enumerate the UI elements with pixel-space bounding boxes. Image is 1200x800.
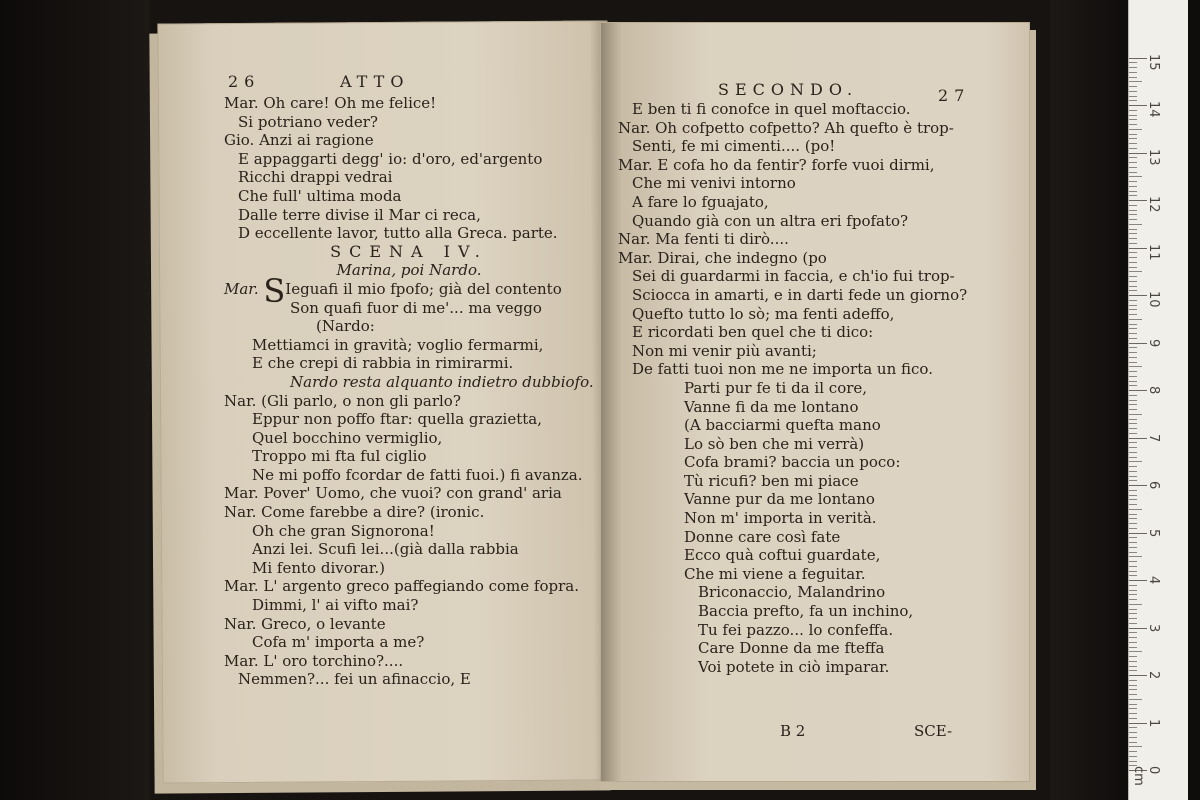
- ruler-subtick: [1129, 72, 1137, 73]
- ruler-tick: [1129, 343, 1147, 344]
- ruler-subtick: [1129, 518, 1137, 519]
- background-right: [1050, 0, 1130, 800]
- ruler-subtick: [1129, 699, 1142, 700]
- left-text-line: Mar. Oh care! Oh me felice!: [224, 94, 437, 112]
- ruler-subtick: [1129, 613, 1137, 614]
- ruler-subtick: [1129, 162, 1137, 163]
- ruler-subtick: [1129, 647, 1137, 648]
- ruler-subtick: [1129, 609, 1137, 610]
- ruler-tick: [1129, 628, 1147, 629]
- left-text-line: Nar. (Gli parlo, o non gli parlo?: [224, 391, 461, 410]
- ruler-subtick: [1129, 471, 1137, 472]
- right-text-line: Care Donne da me fteffa: [698, 639, 885, 658]
- ruler-subtick: [1129, 414, 1142, 415]
- ruler-subtick: [1129, 556, 1142, 557]
- ruler-subtick: [1129, 243, 1137, 244]
- left-text-line: Nar. Come farebbe a dire? (ironic.: [224, 503, 485, 522]
- background-left: [0, 0, 150, 800]
- left-text-line: (Nardo:: [316, 317, 375, 336]
- ruler-subtick: [1129, 385, 1137, 386]
- ruler-tick: [1129, 248, 1147, 249]
- ruler-subtick: [1129, 324, 1137, 325]
- ruler-subtick: [1129, 100, 1137, 101]
- right-text-line: Sei di guardarmi in faccia, e ch'io fui trop-: [632, 267, 955, 286]
- right-text-line: Voi potete in ciò imparar.: [698, 657, 890, 676]
- right-text-line: Briconaccio, Malandrino: [698, 583, 886, 602]
- ruler-subtick: [1129, 732, 1137, 733]
- ruler-label: 7: [1146, 433, 1161, 442]
- ruler-subtick: [1129, 195, 1137, 196]
- ruler-subtick: [1129, 761, 1137, 762]
- ruler-subtick: [1129, 267, 1137, 268]
- ruler-subtick: [1129, 381, 1137, 382]
- left-text-line: Mettiamci in gravità; voglio fermarmi,: [252, 335, 544, 354]
- left-text-line: SCENA IV.: [330, 241, 488, 261]
- left-text-line: Eppur non poffo ftar: quella grazietta,: [252, 410, 542, 429]
- ruler-subtick: [1129, 271, 1142, 272]
- ruler-subtick: [1129, 134, 1137, 135]
- ruler-label: 13: [1146, 148, 1161, 166]
- right-text-line: Che mi viene a feguitar.: [684, 564, 866, 583]
- ruler-subtick: [1129, 357, 1137, 358]
- ruler-subtick: [1129, 632, 1137, 633]
- ruler-subtick: [1129, 499, 1137, 500]
- right-text-line: Vanne fi da me lontano: [684, 397, 859, 416]
- ruler-label: 10: [1146, 291, 1161, 308]
- left-text-line: Dalle terre divise il Mar ci reca,: [238, 205, 481, 224]
- ruler-subtick: [1129, 167, 1137, 168]
- left-page-text: [224, 94, 594, 689]
- ruler-subtick: [1129, 172, 1137, 173]
- dropcap-speaker: Mar.: [224, 279, 259, 298]
- ruler-subtick: [1129, 566, 1137, 567]
- left-text-line: Nardo resta alquanto indietro dubbiofo.: [290, 372, 594, 391]
- ruler-subtick: [1129, 138, 1137, 139]
- left-text-line: E che crepi di rabbia in rimirarmi.: [252, 354, 514, 373]
- dropcap-letter: S: [263, 271, 286, 310]
- ruler-subtick: [1129, 599, 1137, 600]
- right-text-line: Nar. Oh cofpetto cofpetto? Ah quefto è trop-: [618, 118, 954, 137]
- ruler-subtick: [1129, 585, 1137, 586]
- ruler-subtick: [1129, 86, 1137, 87]
- ruler-subtick: [1129, 252, 1137, 253]
- right-text-line: Mar. Dirai, che indegno (po: [618, 248, 827, 267]
- right-text-line: Tù ricufi? ben mi piace: [684, 471, 859, 490]
- ruler-tick: [1129, 200, 1147, 201]
- ruler-label: 9: [1146, 338, 1161, 347]
- ruler-subtick: [1129, 262, 1137, 263]
- right-text-line: E ricordati ben quel che ti dico:: [632, 323, 874, 342]
- ruler-label: 11: [1146, 243, 1161, 261]
- left-text-line: Quel bocchino vermiglio,: [252, 428, 443, 447]
- right-page-text: [618, 100, 967, 676]
- ruler-subtick: [1129, 181, 1137, 182]
- ruler-subtick: [1129, 419, 1137, 420]
- ruler-tick: [1129, 58, 1147, 59]
- left-text-line: Mar. Pover' Uomo, che vuoi? con grand' aria: [224, 484, 562, 503]
- ruler-label: 5: [1146, 528, 1161, 537]
- left-text-line: Ne mi poffo fcordar de fatti fuoi.) fi avanza.: [252, 465, 583, 484]
- ruler-tick: [1129, 533, 1147, 534]
- ruler-subtick: [1129, 670, 1137, 671]
- ruler-subtick: [1129, 718, 1137, 719]
- ruler-subtick: [1129, 281, 1137, 282]
- ruler-subtick: [1129, 176, 1142, 177]
- ruler-subtick: [1129, 604, 1142, 605]
- left-text-top: [224, 94, 594, 280]
- ruler-subtick: [1129, 62, 1137, 63]
- ruler-tick: [1129, 485, 1147, 486]
- ruler-subtick: [1129, 680, 1137, 681]
- ruler-tick: [1129, 295, 1147, 296]
- right-text-line: Che mi venivi intorno: [632, 174, 796, 193]
- ruler-subtick: [1129, 119, 1137, 120]
- ruler-subtick: [1129, 328, 1137, 329]
- ruler-subtick: [1129, 229, 1137, 230]
- ruler-subtick: [1129, 219, 1137, 220]
- ruler-edge: [1188, 0, 1200, 800]
- ruler-subtick: [1129, 395, 1137, 396]
- ruler-subtick: [1129, 575, 1137, 576]
- ruler-subtick: [1129, 115, 1137, 116]
- ruler-subtick: [1129, 452, 1137, 453]
- left-text-line: Cofa m' importa a me?: [252, 633, 425, 652]
- ruler-subtick: [1129, 371, 1137, 372]
- ruler-label: 1: [1146, 718, 1161, 727]
- right-text-line: A fare lo fguajato,: [632, 192, 769, 211]
- ruler-subtick: [1129, 689, 1137, 690]
- ruler-subtick: [1129, 300, 1137, 301]
- ruler-subtick: [1129, 400, 1137, 401]
- ruler-subtick: [1129, 276, 1137, 277]
- ruler-tick: [1129, 723, 1147, 724]
- ruler-subtick: [1129, 77, 1137, 78]
- ruler-subtick: [1129, 590, 1137, 591]
- right-text-line: Parti pur fe ti da il core,: [684, 378, 868, 397]
- ruler-subtick: [1129, 523, 1137, 524]
- ruler-subtick: [1129, 495, 1137, 496]
- left-text-line: Si potriano veder?: [238, 112, 378, 131]
- ruler-subtick: [1129, 542, 1137, 543]
- ruler-subtick: [1129, 305, 1137, 306]
- ruler-subtick: [1129, 509, 1142, 510]
- ruler-subtick: [1129, 124, 1137, 125]
- ruler-subtick: [1129, 552, 1137, 553]
- ruler-tick: [1129, 580, 1147, 581]
- ruler-subtick: [1129, 366, 1142, 367]
- right-text-line: Sciocca in amarti, e in darti fede un giorno?: [632, 285, 968, 304]
- ruler-subtick: [1129, 423, 1137, 424]
- ruler-subtick: [1129, 352, 1137, 353]
- ruler-subtick: [1129, 561, 1137, 562]
- left-text-line: Gio. Anzi ai ragione: [224, 131, 374, 150]
- ruler-subtick: [1129, 257, 1137, 258]
- ruler-label: 15: [1146, 53, 1161, 71]
- ruler-label: 2: [1146, 671, 1161, 680]
- left-text-line: Dimmi, l' ai vifto mai?: [252, 596, 419, 615]
- left-text-line: Mi fento divorar.): [252, 558, 386, 577]
- ruler-subtick: [1129, 362, 1137, 363]
- ruler-subtick: [1129, 571, 1137, 572]
- ruler-subtick: [1129, 409, 1137, 410]
- ruler-subtick: [1129, 309, 1137, 310]
- ruler-subtick: [1129, 205, 1137, 206]
- ruler-subtick: [1129, 642, 1137, 643]
- ruler-subtick: [1129, 480, 1137, 481]
- right-text-line: Nar. Ma fenti ti dirò....: [618, 230, 789, 249]
- ruler-subtick: [1129, 528, 1137, 529]
- left-running-head: ATTO: [340, 72, 410, 91]
- ruler-subtick: [1129, 746, 1142, 747]
- ruler-subtick: [1129, 143, 1137, 144]
- ruler-subtick: [1129, 685, 1137, 686]
- ruler-subtick: [1129, 594, 1137, 595]
- right-running-head: SECONDO.: [718, 80, 859, 99]
- ruler-label: 6: [1146, 481, 1161, 490]
- ruler-subtick: [1129, 623, 1137, 624]
- ruler-subtick: [1129, 704, 1137, 705]
- measurement-ruler: [1128, 0, 1189, 800]
- ruler-subtick: [1129, 214, 1137, 215]
- ruler-subtick: [1129, 338, 1137, 339]
- ruler-subtick: [1129, 504, 1137, 505]
- left-text-line: Troppo mi fta ful ciglio: [252, 447, 427, 466]
- ruler-subtick: [1129, 637, 1137, 638]
- left-text-line: D eccellente lavor, tutto alla Greca. parte.: [238, 224, 558, 243]
- right-text-line: Quefto tutto lo sò; ma fenti adeffo,: [632, 304, 895, 323]
- ruler-subtick: [1129, 447, 1137, 448]
- left-text-line: Ricchi drappi vedrai: [238, 168, 393, 187]
- ruler-subtick: [1129, 461, 1142, 462]
- ruler-subtick: [1129, 656, 1137, 657]
- left-text-bottom: [224, 317, 594, 689]
- ruler-subtick: [1129, 210, 1137, 211]
- left-text-line: Nemmen?... fei un afinaccio, E: [238, 670, 471, 689]
- ruler-subtick: [1129, 618, 1137, 619]
- ruler-subtick: [1129, 96, 1137, 97]
- right-text-line: Mar. E cofa ho da fentir? forfe vuoi dirmi,: [618, 155, 935, 174]
- ruler-subtick: [1129, 233, 1137, 234]
- left-text-line: E appaggarti degg' io: d'oro, ed'argento: [238, 149, 543, 168]
- ruler-subtick: [1129, 442, 1137, 443]
- ruler-label: 14: [1146, 101, 1161, 118]
- right-text-line: Lo sò ben che mi verrà): [684, 434, 865, 453]
- right-text-line: (A bacciarmi quefta mano: [684, 416, 881, 435]
- ruler-subtick: [1129, 433, 1137, 434]
- ruler-subtick: [1129, 376, 1137, 377]
- ruler-tick: [1129, 675, 1147, 676]
- ruler-label: 12: [1146, 196, 1161, 213]
- right-text-line: Quando già con un altra eri fpofato?: [632, 211, 909, 230]
- ruler-label: 0 cm: [1131, 766, 1161, 786]
- left-text-line: Che full' ultima moda: [238, 186, 402, 205]
- ruler-subtick: [1129, 290, 1137, 291]
- left-text-line: Oh che gran Signorona!: [252, 521, 435, 540]
- ruler-subtick: [1129, 110, 1137, 111]
- ruler-tick: [1129, 153, 1147, 154]
- ruler-subtick: [1129, 490, 1137, 491]
- ruler-subtick: [1129, 514, 1137, 515]
- ruler-subtick: [1129, 319, 1142, 320]
- right-page-number: 27: [938, 86, 971, 105]
- right-text-line: De fatti tuoi non me ne importa un fico.: [632, 360, 933, 379]
- right-text-line: Cofa brami? baccia un poco:: [684, 453, 901, 472]
- ruler-subtick: [1129, 428, 1137, 429]
- ruler-tick: [1129, 105, 1147, 106]
- right-text-line: Non m' importa in verità.: [684, 509, 877, 528]
- ruler-subtick: [1129, 457, 1137, 458]
- ruler-subtick: [1129, 129, 1142, 130]
- right-text-line: Non mi venir più avanti;: [632, 341, 817, 360]
- ruler-subtick: [1129, 666, 1137, 667]
- ruler-subtick: [1129, 157, 1137, 158]
- ruler-subtick: [1129, 694, 1137, 695]
- dropcap-line2: Son quafi fuor di me'... ma veggo: [290, 298, 542, 317]
- signature-mark: B 2: [780, 722, 806, 740]
- ruler-subtick: [1129, 708, 1137, 709]
- ruler-tick: [1129, 438, 1147, 439]
- ruler-subtick: [1129, 81, 1142, 82]
- ruler-subtick: [1129, 713, 1137, 714]
- ruler-subtick: [1129, 191, 1137, 192]
- right-text-lines: [618, 100, 967, 676]
- ruler-subtick: [1129, 238, 1137, 239]
- ruler-subtick: [1129, 333, 1137, 334]
- ruler-label: 3: [1146, 623, 1161, 632]
- ruler-subtick: [1129, 347, 1137, 348]
- ruler-label: 4: [1146, 576, 1161, 585]
- ruler-subtick: [1129, 186, 1137, 187]
- ruler-tick: [1129, 390, 1147, 391]
- catchword: SCE-: [914, 722, 953, 740]
- ruler-subtick: [1129, 727, 1137, 728]
- ruler-subtick: [1129, 756, 1137, 757]
- ruler-subtick: [1129, 476, 1137, 477]
- ruler-subtick: [1129, 91, 1137, 92]
- left-text-line: Mar. L' oro torchino?....: [224, 651, 404, 670]
- ruler-subtick: [1129, 67, 1137, 68]
- right-text-line: Senti, fe mi cimenti.... (po!: [632, 137, 836, 156]
- ruler-subtick: [1129, 537, 1137, 538]
- ruler-subtick: [1129, 404, 1137, 405]
- ruler-subtick: [1129, 742, 1137, 743]
- ruler-subtick: [1129, 224, 1142, 225]
- right-text-line: Baccia prefto, fa un inchino,: [698, 602, 914, 621]
- right-text-line: Ecco quà coftui guardate,: [684, 546, 881, 565]
- right-text-line: Tu fei pazzo... lo confeffa.: [698, 620, 894, 639]
- left-text-line: Marina, poi Nardo.: [336, 261, 482, 280]
- ruler-subtick: [1129, 751, 1137, 752]
- ruler-subtick: [1129, 661, 1137, 662]
- dropcap-line1: Ieguafi il mio fpofo; già del contento: [285, 279, 562, 298]
- ruler-subtick: [1129, 148, 1137, 149]
- ruler-subtick: [1129, 651, 1142, 652]
- ruler-subtick: [1129, 466, 1137, 467]
- left-text-line: Nar. Greco, o levante: [224, 614, 386, 633]
- right-text-line: Vanne pur da me lontano: [684, 490, 875, 509]
- left-page-number: 26: [228, 72, 261, 91]
- ruler-subtick: [1129, 314, 1137, 315]
- ruler-subtick: [1129, 765, 1137, 766]
- ruler-subtick: [1129, 737, 1137, 738]
- left-text-line: Mar. L' argento greco paffegiando come fopra.: [224, 577, 579, 596]
- right-text-line: E ben ti fi conofce in quel moftaccio.: [632, 100, 911, 118]
- right-text-line: Donne care così fate: [684, 527, 841, 546]
- ruler-subtick: [1129, 286, 1137, 287]
- ruler-label: 8: [1146, 386, 1161, 395]
- ruler-subtick: [1129, 547, 1137, 548]
- left-text-line: Anzi lei. Scufi lei...(già dalla rabbia: [252, 540, 519, 559]
